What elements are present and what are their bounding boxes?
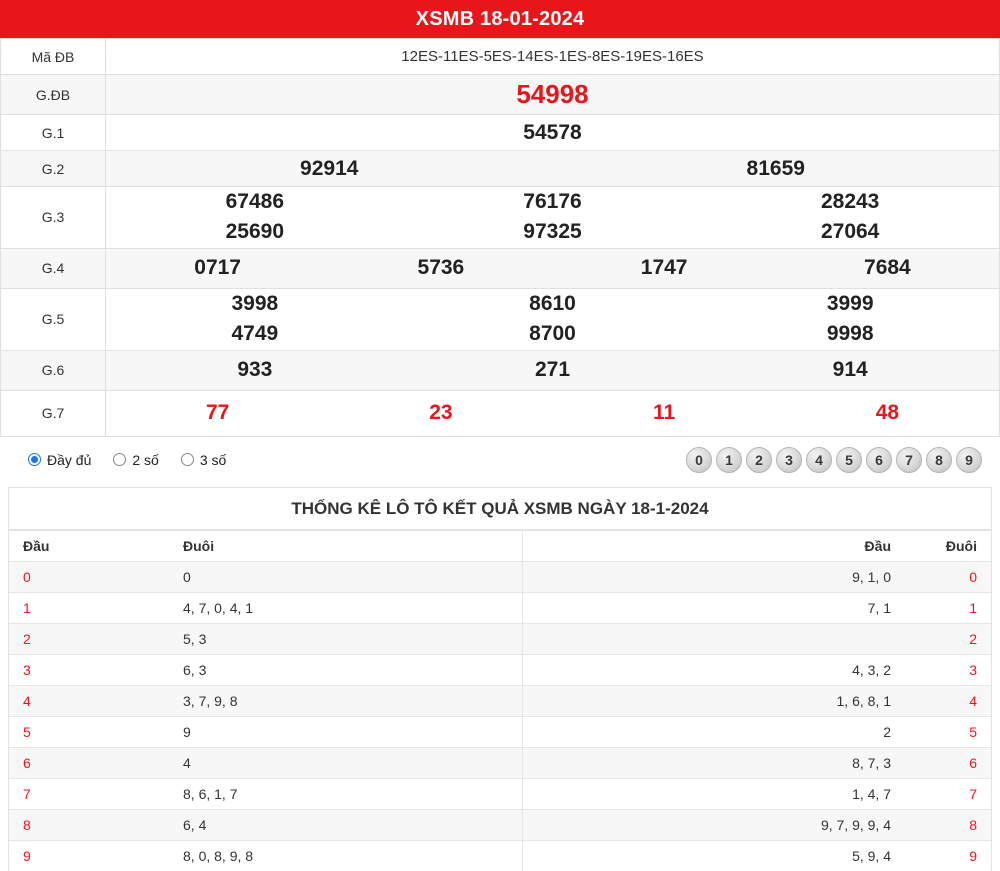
stats-head-right: 1, 4, 7 xyxy=(551,778,905,809)
result-number: 77 xyxy=(205,401,230,425)
row-values xyxy=(106,151,1000,187)
stats-tail-left: 8, 6, 1, 7 xyxy=(169,778,523,809)
stats-tail-left: 3, 7, 9, 8 xyxy=(169,685,523,716)
table-row xyxy=(9,685,991,716)
result-number: 1747 xyxy=(640,256,688,280)
stats-header-row xyxy=(9,530,991,561)
cell-divider xyxy=(523,592,552,623)
cell-divider xyxy=(523,623,552,654)
row-label: G.6 xyxy=(1,350,106,390)
result-number: 67486 xyxy=(225,190,285,213)
table-row xyxy=(1,288,1000,350)
result-number: 76176 xyxy=(523,190,582,213)
col-tail-right: Đuôi xyxy=(905,530,991,561)
table-row xyxy=(9,778,991,809)
cell-divider xyxy=(523,654,552,685)
digit-ball[interactable]: 9 xyxy=(956,447,982,473)
stats-head-left: 5 xyxy=(9,716,169,747)
stats-head-right xyxy=(551,623,905,654)
digit-ball[interactable]: 0 xyxy=(686,447,712,473)
row-values xyxy=(106,288,1000,350)
result-number: 27064 xyxy=(820,220,880,244)
result-number: 48 xyxy=(875,401,900,425)
stats-tail-right: 2 xyxy=(905,623,991,654)
digit-ball[interactable]: 5 xyxy=(836,447,862,473)
row-values xyxy=(106,248,1000,288)
stats-title: THỐNG KÊ LÔ TÔ KẾT QUẢ XSMB NGÀY 18-1-2024 xyxy=(9,488,991,530)
stats-tail-left: 6, 3 xyxy=(169,654,523,685)
stats-tail-left: 6, 4 xyxy=(169,809,523,840)
stats-tail-left: 9 xyxy=(169,716,523,747)
table-row xyxy=(1,151,1000,187)
stats-head-left: 2 xyxy=(9,623,169,654)
col-divider xyxy=(523,530,552,561)
stats-tail-left: 4, 7, 0, 4, 1 xyxy=(169,592,523,623)
stats-tail-right: 3 xyxy=(905,654,991,685)
table-row xyxy=(9,809,991,840)
loto-stats-table xyxy=(9,530,991,871)
stats-head-left: 4 xyxy=(9,685,169,716)
stats-head-left: 8 xyxy=(9,809,169,840)
stats-tail-right: 0 xyxy=(905,561,991,592)
radio-label: Đầy đủ xyxy=(47,451,92,468)
row-label: G.2 xyxy=(1,151,106,187)
table-row xyxy=(1,390,1000,436)
result-number: 4749 xyxy=(231,322,279,346)
stats-tail-right: 6 xyxy=(905,747,991,778)
stats-head-right: 5, 9, 4 xyxy=(551,840,905,871)
radio-icon[interactable] xyxy=(181,453,194,466)
cell-divider xyxy=(523,716,552,747)
digit-ball[interactable]: 4 xyxy=(806,447,832,473)
radio-icon[interactable] xyxy=(113,453,126,466)
stats-head-right: 7, 1 xyxy=(551,592,905,623)
radio-option-full[interactable] xyxy=(28,452,91,468)
result-number: 12ES-11ES-5ES-14ES-1ES-8ES-19ES-16ES xyxy=(401,48,704,65)
stats-head-left: 7 xyxy=(9,778,169,809)
result-number: 5736 xyxy=(417,256,465,280)
table-row xyxy=(1,75,1000,115)
table-row xyxy=(9,716,991,747)
stats-head-right: 2 xyxy=(551,716,905,747)
view-controls xyxy=(0,437,1000,483)
stats-head-right: 4, 3, 2 xyxy=(551,654,905,685)
table-row xyxy=(1,248,1000,288)
result-number: 914 xyxy=(832,358,868,382)
stats-tail-right: 4 xyxy=(905,685,991,716)
radio-label: 3 số xyxy=(199,451,227,468)
row-values xyxy=(106,75,1000,115)
col-tail-left: Đuôi xyxy=(169,530,523,561)
stats-tail-right: 7 xyxy=(905,778,991,809)
result-number: 3998 xyxy=(231,291,279,315)
digit-ball[interactable]: 1 xyxy=(716,447,742,473)
col-head-left: Đầu xyxy=(9,530,169,561)
stats-tail-left: 8, 0, 8, 9, 8 xyxy=(169,840,523,871)
result-number: 0717 xyxy=(194,256,241,280)
result-number: 9998 xyxy=(826,322,874,346)
loto-stats-panel xyxy=(8,487,992,871)
result-number: 3999 xyxy=(826,291,874,315)
stats-head-right: 8, 7, 3 xyxy=(551,747,905,778)
table-row xyxy=(9,623,991,654)
stats-tail-left: 4 xyxy=(169,747,523,778)
table-row xyxy=(1,350,1000,390)
result-number: 25690 xyxy=(225,220,285,244)
stats-head-left: 0 xyxy=(9,561,169,592)
table-row xyxy=(9,840,991,871)
table-row xyxy=(1,187,1000,249)
table-row xyxy=(1,39,1000,75)
row-label: Mã ĐB xyxy=(1,39,106,75)
stats-head-left: 1 xyxy=(9,592,169,623)
result-title: XSMB 18-01-2024 xyxy=(0,0,1000,38)
table-row xyxy=(9,747,991,778)
row-values xyxy=(106,350,1000,390)
stats-head-left: 3 xyxy=(9,654,169,685)
row-label: G.3 xyxy=(1,187,106,249)
row-label: G.ĐB xyxy=(1,75,106,115)
result-number: 81659 xyxy=(746,156,805,180)
stats-head-right: 9, 7, 9, 9, 4 xyxy=(551,809,905,840)
stats-tail-right: 1 xyxy=(905,592,991,623)
stats-head-left: 6 xyxy=(9,747,169,778)
table-row xyxy=(9,592,991,623)
stats-tail-left: 0 xyxy=(169,561,523,592)
cell-divider xyxy=(523,778,552,809)
result-number: 271 xyxy=(534,358,571,382)
result-number: 54998 xyxy=(516,79,589,109)
table-row xyxy=(9,654,991,685)
cell-divider xyxy=(523,840,552,871)
stats-tail-right: 8 xyxy=(905,809,991,840)
digit-filter-balls xyxy=(686,447,982,473)
table-row xyxy=(9,561,991,592)
stats-head-left: 9 xyxy=(9,840,169,871)
table-row xyxy=(1,115,1000,151)
cell-divider xyxy=(523,685,552,716)
digit-ball[interactable]: 7 xyxy=(896,447,922,473)
row-label: G.4 xyxy=(1,248,106,288)
row-values xyxy=(106,187,1000,249)
col-head-right: Đầu xyxy=(551,530,905,561)
stats-tail-right: 9 xyxy=(905,840,991,871)
radio-label: 2 số xyxy=(132,451,159,468)
stats-head-right: 9, 1, 0 xyxy=(551,561,905,592)
display-mode-radiogroup xyxy=(28,452,226,468)
result-number: 7684 xyxy=(864,256,911,280)
lottery-result-table xyxy=(0,38,1000,437)
digit-ball[interactable]: 8 xyxy=(926,447,952,473)
row-label: G.7 xyxy=(1,390,106,436)
result-number: 8700 xyxy=(529,322,576,346)
cell-divider xyxy=(523,747,552,778)
row-values xyxy=(106,39,1000,75)
stats-tail-left: 5, 3 xyxy=(169,623,523,654)
row-label: G.1 xyxy=(1,115,106,151)
cell-divider xyxy=(523,809,552,840)
result-number: 54578 xyxy=(523,120,582,144)
radio-option-3so[interactable] xyxy=(181,452,226,468)
digit-ball[interactable]: 6 xyxy=(866,447,892,473)
digit-ball[interactable]: 3 xyxy=(776,447,802,473)
digit-ball[interactable]: 2 xyxy=(746,447,772,473)
radio-option-2so[interactable] xyxy=(113,452,158,468)
result-number: 23 xyxy=(429,401,453,425)
result-number: 97325 xyxy=(523,220,582,244)
row-values xyxy=(106,115,1000,151)
result-number: 8610 xyxy=(529,291,576,315)
row-label: G.5 xyxy=(1,288,106,350)
result-number: 92914 xyxy=(300,156,359,180)
result-number: 11 xyxy=(653,401,676,425)
result-number: 28243 xyxy=(820,190,880,213)
row-values xyxy=(106,390,1000,436)
radio-icon[interactable] xyxy=(28,453,41,466)
cell-divider xyxy=(523,561,552,592)
result-number: 933 xyxy=(237,358,273,382)
stats-tail-right: 5 xyxy=(905,716,991,747)
stats-head-right: 1, 6, 8, 1 xyxy=(551,685,905,716)
